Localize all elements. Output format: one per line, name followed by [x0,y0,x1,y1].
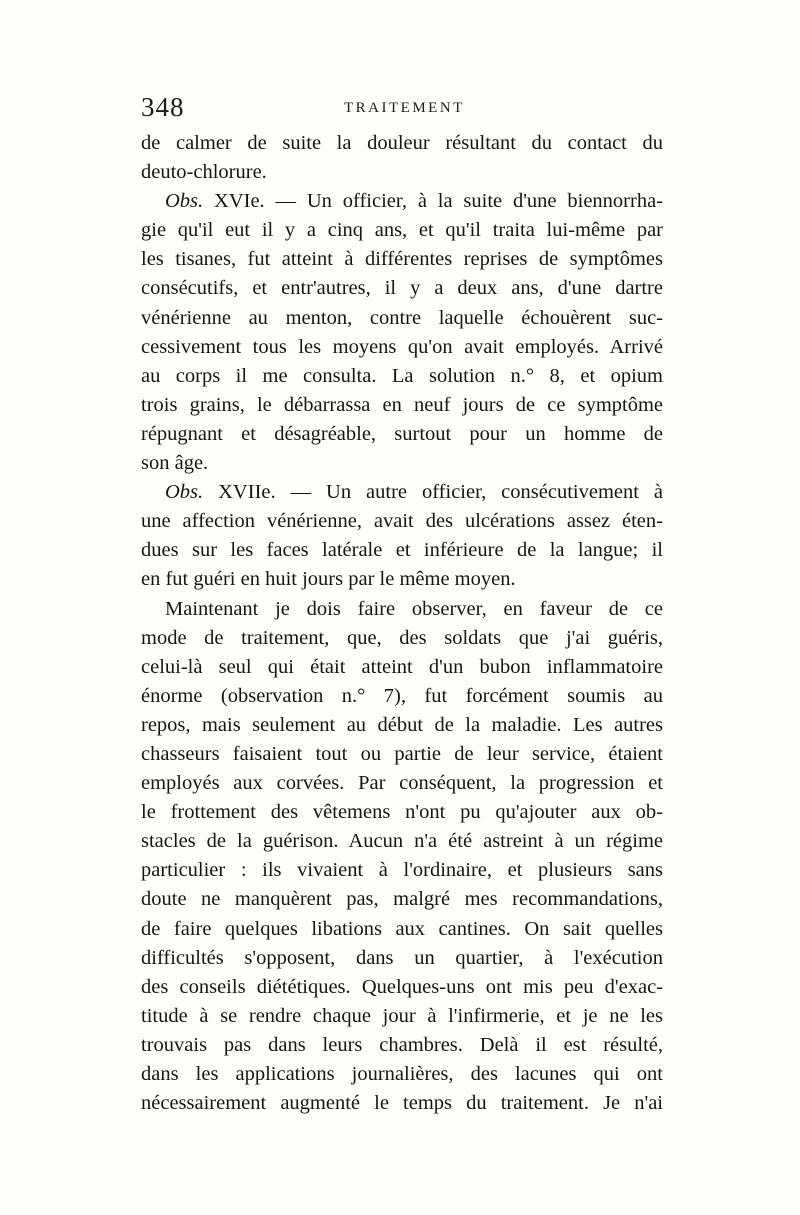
line-text: en fut guéri en huit jours par le même moyen. [141,568,516,591]
text-line [141,973,663,1002]
page-header [141,92,661,126]
text-line [141,333,663,362]
text-line [141,624,663,653]
line-text: deuto-chlorure. [141,161,267,184]
text-line [141,129,663,158]
line-text: Maintenant je dois faire observer, en faveur de ce [165,597,663,620]
running-title: TRAITEMENT [344,100,465,116]
text-line [141,304,663,333]
line-text: celui-là seul qui était atteint d'un bubon inflammatoire [141,655,663,678]
line-text: au corps il me consulta. La solution n.° 8, et opium [141,364,663,387]
line-text: XVIe. — Un officier, à la suite d'une biennorrha- [203,190,663,213]
observation-label: Obs. [165,481,204,504]
line-text: une affection vénérienne, avait des ulcérations assez éten- [141,510,663,533]
line-text: XVIIe. — Un autre officier, consécutivement à [203,481,663,504]
text-line [141,536,663,565]
text-line [141,856,663,885]
text-line [141,507,663,536]
text-line [141,449,663,478]
text-line [141,653,663,682]
line-text: chasseurs faisaient tout ou partie de leur service, étaient [141,742,663,765]
text-line [141,216,663,245]
observation-label: Obs. [165,190,204,213]
line-text: des conseils diététiques. Quelques-uns ont mis peu d'exac- [141,975,663,998]
text-line [141,391,663,420]
text-line [141,711,663,740]
text-line [141,274,663,303]
line-text: particulier : ils vivaient à l'ordinaire, et plusieurs sans [141,859,663,882]
text-line [141,798,663,827]
text-line [141,362,663,391]
line-text: gie qu'il eut il y a cinq ans, et qu'il traita lui-même par [141,219,663,242]
text-line [141,187,663,216]
line-text: titude à se rendre chaque jour à l'infirmerie, et je ne les [141,1004,663,1027]
text-line [141,944,663,973]
text-line [141,740,663,769]
line-text: les tisanes, fut atteint à différentes reprises de symptômes [141,248,663,271]
body-text [141,129,663,1118]
line-text: mode de traitement, que, des soldats que j'ai guéris, [141,626,663,649]
line-text: répugnant et désagréable, surtout pour un homme de [141,422,663,445]
line-text: de calmer de suite la douleur résultant du contact du [141,132,663,154]
line-text: trois grains, le débarrassa en neuf jours de ce symptôme [141,393,663,416]
text-line [141,478,663,507]
line-text: nécessairement augmenté le temps du traitement. Je n'ai [141,1092,663,1115]
line-text: énorme (observation n.° 7), fut forcément soumis au [141,684,663,707]
text-line [141,915,663,944]
line-text: consécutifs, et entr'autres, il y a deux ans, d'une dartre [141,277,663,300]
line-text: repos, mais seulement au début de la maladie. Les autres [141,713,663,736]
line-text: vénérienne au menton, contre laquelle échouèrent suc- [141,306,663,329]
line-text: trouvais pas dans leurs chambres. Delà il est résulté, [141,1033,663,1056]
text-line [141,1002,663,1031]
line-text: cessivement tous les moyens qu'on avait employés. Arrivé [141,335,663,358]
line-text: dues sur les faces latérale et inférieure de la langue; il [141,539,663,562]
line-text: de faire quelques libations aux cantines. On sait quelles [141,917,663,940]
text-line [141,245,663,274]
line-text: son âge. [141,452,209,475]
line-text: le frottement des vêtemens n'ont pu qu'ajouter aux ob- [141,801,663,824]
text-line [141,595,663,624]
text-line [141,1089,663,1118]
page-number: 348 [141,92,185,122]
line-text: difficultés s'opposent, dans un quartier, à l'exécution [141,946,663,969]
line-text: doute ne manquèrent pas, malgré mes recommandations, [141,888,663,911]
text-line [141,420,663,449]
text-line [141,885,663,914]
line-text: dans les applications journalières, des lacunes qui ont [141,1063,663,1085]
text-line [141,1031,663,1060]
line-text: employés aux corvées. Par conséquent, la progression et [141,772,663,795]
text-line [141,682,663,711]
text-line [141,769,663,798]
line-text: stacles de la guérison. Aucun n'a été astreint à un régime [141,830,663,853]
text-line [141,1060,663,1089]
text-line [141,827,663,856]
text-line [141,158,663,187]
text-line [141,565,663,594]
